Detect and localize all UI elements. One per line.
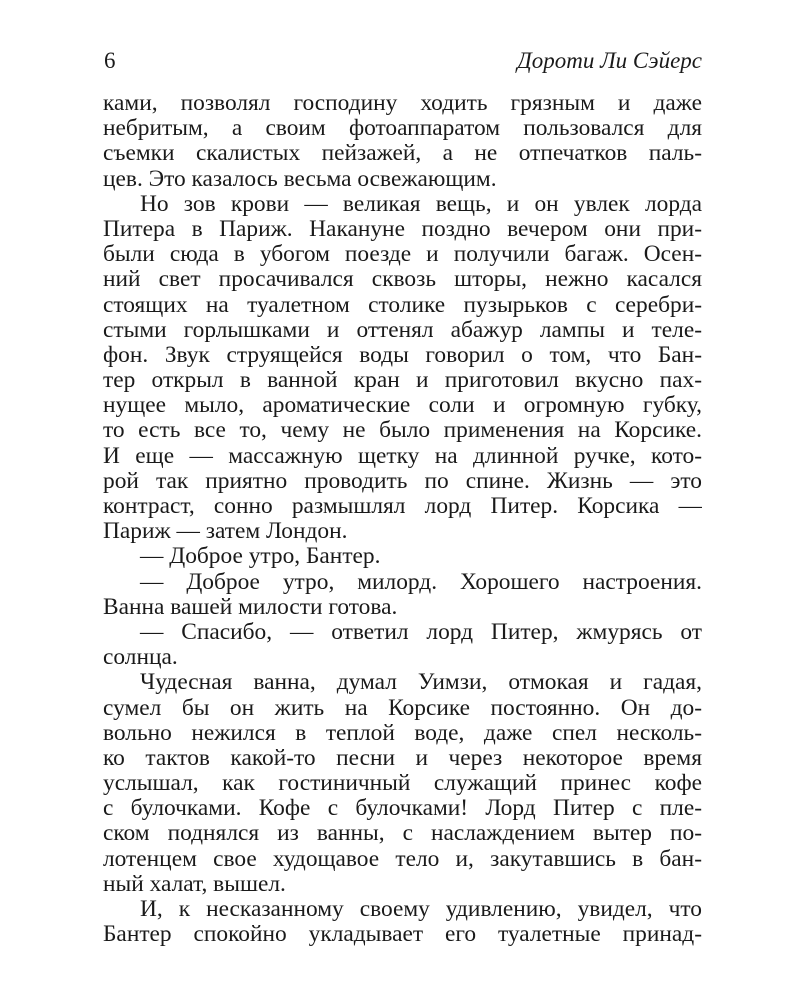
text-line: лотенцем свое худощавое тело и, закутавшись в бан- bbox=[103, 846, 702, 872]
page-number: 6 bbox=[104, 48, 116, 73]
text-line: Питера в Париж. Накануне поздно вечером они при- bbox=[103, 216, 702, 242]
text-line: съемки скалистых пейзажей, а не отпечатков паль- bbox=[103, 141, 702, 167]
text-line: Но зов крови — великая вещь, и он увлек лорда bbox=[140, 191, 702, 217]
text-line: тер открыл в ванной кран и приготовил вкусно пах- bbox=[103, 368, 702, 394]
text-line: цев. Это казалось весьма освежающим. bbox=[103, 166, 497, 192]
text-line: фон. Звук струящейся воды говорил о том, что Бан- bbox=[103, 342, 702, 368]
text-line: услышал, как гостиничный служащий принес кофе bbox=[103, 771, 702, 797]
text-line: ний свет просачивался сквозь шторы, нежно касался bbox=[103, 267, 702, 293]
text-line: рой так приятно проводить по спине. Жизнь — это bbox=[103, 468, 702, 494]
text-line: Париж — затем Лондон. bbox=[103, 519, 348, 545]
text-line: сумел бы он жить на Корсике постоянно. Он до- bbox=[103, 695, 702, 721]
text-line: ками, позволял господину ходить грязным и даже bbox=[103, 91, 702, 116]
text-line: Чудесная ванна, думал Уимзи, отмокая и гадая, bbox=[140, 670, 702, 696]
running-title: Дороти Ли Сэйерс bbox=[517, 48, 702, 73]
text-line: стыми горлышками и оттенял абажур лампы и теле- bbox=[103, 317, 702, 343]
text-line: И еще — массажную щетку на длинной ручке, кото- bbox=[103, 443, 702, 469]
text-line: И, к несказанному своему удивлению, увидел, что bbox=[140, 897, 702, 922]
text-line: солнца. bbox=[103, 645, 178, 671]
text-line: то есть все то, чему не было применения на Корсике. bbox=[103, 418, 702, 444]
text-line: контраст, сонно размышлял лорд Питер. Корсика — bbox=[103, 494, 702, 519]
text-line: ском поднялся из ванны, с наслаждением вытер по- bbox=[103, 821, 702, 847]
text-line: — Доброе утро, Бантер. bbox=[140, 544, 381, 570]
body-text bbox=[103, 91, 702, 947]
text-line: с булочками. Кофе с булочками! Лорд Питер с пле- bbox=[103, 796, 702, 822]
text-line: — Доброе утро, милорд. Хорошего настроения. bbox=[140, 569, 702, 595]
text-line: Бантер спокойно укладывает его туалетные принад- bbox=[103, 922, 702, 948]
text-line: нущее мыло, ароматические соли и огромную губку, bbox=[103, 393, 702, 419]
text-line: ный халат, вышел. bbox=[103, 871, 286, 897]
text-line: ко тактов какой-то песни и через некоторое время bbox=[103, 745, 702, 771]
text-line: были сюда в убогом поезде и получили багаж. Осен- bbox=[103, 242, 702, 268]
text-line: — Спасибо, — ответил лорд Питер, жмурясь от bbox=[140, 619, 702, 645]
text-line: небритым, а своим фотоаппаратом пользовался для bbox=[103, 116, 702, 142]
text-line: Ванна вашей милости готова. bbox=[103, 594, 398, 620]
text-line: стоящих на туалетном столике пузырьков с серебри- bbox=[103, 292, 702, 318]
text-line: вольно нежился в теплой воде, даже спел несколь- bbox=[103, 720, 702, 746]
